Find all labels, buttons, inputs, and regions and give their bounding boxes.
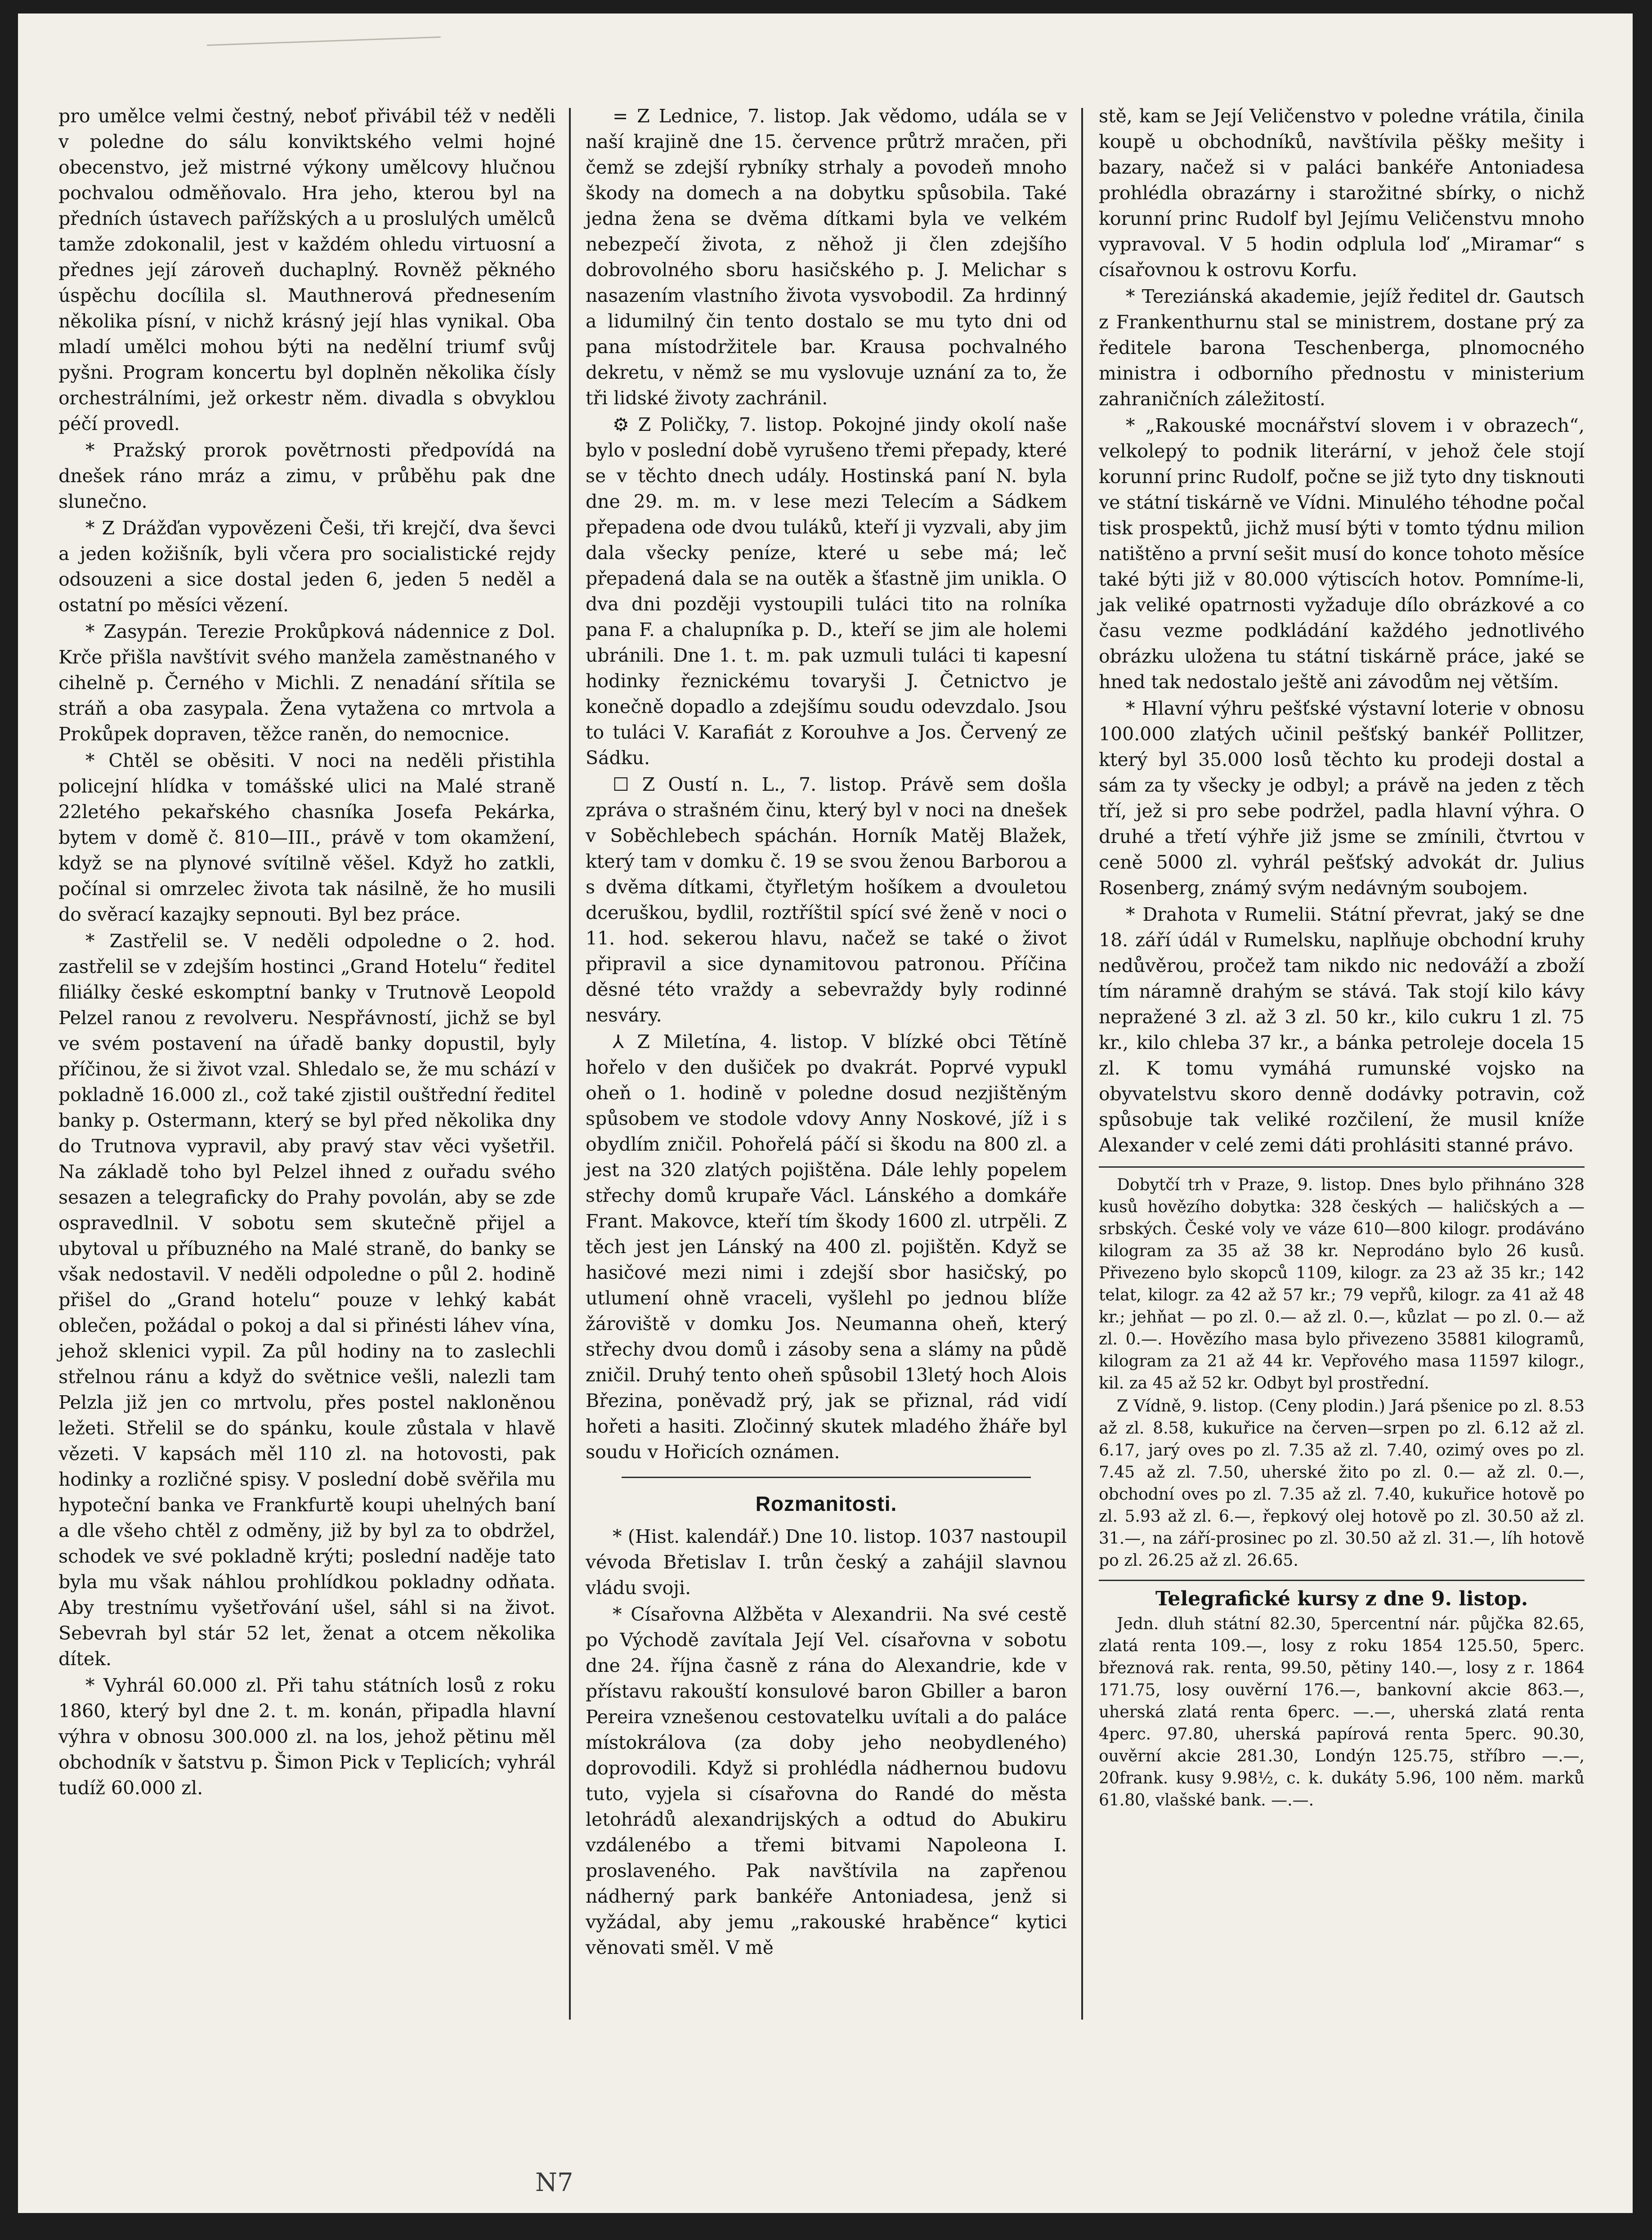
news-item: * Hlavní výhru pešťské výstavní loterie v obnosu 100.000 zlatých učinil pešťský bankéř Pollitzer, který byl 35.000 losů těchto ku prodeji dostal a sám za ty všecky je odbyl; a právě na jeden z těch tří, jež si pro sebe podržel, padla hlavní výhra. O druhé a třetí výhře již jsme se zmínili, čtvrtou v ceně 5000 zl. vyhrál pešťský advokát dr. Julius Rosenberg, známý svým nedávným soubojem. (1099, 698, 1585, 899)
news-item: * „Rakouské mocnářství slovem i v obrazech“, velkolepý to podnik literární, v jehož čele stojí korunní princ Rudolf, počne se již tyto dny tisknouti ve státní tiskárně ve Vídni. Minulého téhodne počal tisk prospektů, jichž musí býti v tomto týdnu milion natištěno a první sešit musí do konce tohoto měsíce také býti již v 80.000 výtiscích hotov. Pomníme-li, jak veliké opatrnosti vyžaduje dílo obrázkové a co času vezme podkládání každého jednotlivého obrázku uložena tu státní tiskárně práce, jaké se hned tak nedostalo ještě ani závodům nej větším. (1099, 415, 1585, 693)
news-item: * Z Drážďan vypovězeni Češi, tři krejčí, dva ševci a jeden kožišník, byli včera pro socialistické rejdy odsouzeni a sice dostal jeden 6, jeden 5 neděl a ostatní po měsíci vězení. (58, 517, 555, 616)
page-blemish (207, 36, 441, 50)
section-heading-rozmanitosti: Rozmanitosti. (755, 1492, 897, 1515)
miscellany-item: * (Hist. kalendář.) Dne 10. listop. 1037 nastoupil vévoda Břetislav I. trůn český a zahájil slavnou vládu svoji. (586, 1526, 1067, 1599)
regional-news-item: ⅄ Z Miletína, 4. listop. V blízké obci Tětíně hořelo v den dušiček po dvakrát. Poprvé vypukl oheň o 1. hodině v poledne dosud nezjištěným spůsobem ve stodole vdovy Anny Noskové, jíž i s obydlím zničil. Pohořelá páčí si škodu na 800 zl. a jest na 320 zlatých pojištěna. Dále lehly popelem střechy domů krupaře Václ. Lánského a domkáře Frant. Makovce, kteří tím škody 1600 zl. utrpěli. Z těch jest jen Lánský na 400 zl. pojištěn. Když se hasičové mezi nimi i zdejší sbor hasičský, po utlumení ohně vraceli, vyšlehl po jednou blíže žároviště v domku Jos. Neumanna oheň, který střechy dvou domů i zásoby sena a slámy na půdě zničil. Druhý tento oheň spůsobil 13letý hoch Alois Březina, poněvadž prý, jak se přiznal, rád vidí hořeti a hasiti. Zločinný skutek mladého žháře byl soudu v Hořicích oznámen. (586, 1031, 1067, 1463)
cattle-market-report: Dobytčí trh v Praze, 9. listop. Dnes bylo přihnáno 328 kusů hovězího dobytka: 328 českých — haličských a — srbských. České voly ve váze 610—800 kilogr. prodáváno kilogram za 35 až 38 kr. Neprodáno bylo 26 kusů. Přivezeno bylo skopců 1109, kilogr. za 23 až 35 kr.; 142 telat, kilogr. za 42 až 57 kr.; 79 vepřů, kilogr. za 41 až 48 kr.; jehňat — po zl. 0.— až zl. 0.—, kůzlat — po zl. 0.— až zl. 0.—. Hovězího masa bylo přivezeno 35881 kilogramů, kilogram za 21 až 44 kr. Vepřového masa 11597 kilogr., kil. za 45 až 52 kr. Odbyt byl prostřední. (1099, 1176, 1585, 1393)
miscellany-item: * Císařovna Alžběta v Alexandrii. Na své cestě po Východě zavítala Její Vel. císařovna v sobotu dne 24. října časně z rána do Alexandrie, kde v přístavu rakouští konsulové baron Gbiller a baron Pereira vznešenou cestovatelku uvítali a do paláce místokrálova (za doby jeho neobydleného) doprovodili. Když si prohlédla nádhernou budovu tuto, vyjela si císařovna do Randé do města letohrádů alexandrijských a odtud do Abukiru vzdálenébo a třemi bitvami Napoleona I. proslaveného. Pak navštívila na zapřenou nádherný park bankéře Antoniadesa, jenž si vyžádal, aby jemu „rakouské hraběnce“ kytici věnovati směl. V mě (586, 1604, 1067, 1958)
column-middle (586, 103, 1067, 1962)
section-divider (622, 1477, 1031, 1478)
news-item: * Vyhrál 60.000 zl. Při tahu státních losů z roku 1860, který byl dne 2. t. m. konán, připadla hlavní výhra v obnosu 300.000 zl. na los, jehož pětinu měl obchodník v šatstvu p. Šimon Pick v Teplicích; vyhrál tudíž 60.000 zl. (58, 1675, 555, 1799)
column-right (1099, 103, 1585, 1812)
column-rule (1081, 108, 1083, 2020)
news-item: * Tereziánská akademie, jejíž ředitel dr. Gautsch z Frankenthurnu stal se ministrem, dostane prý za ředitele barona Teschenberga, plnomocného ministra i odborního přednostu v ministerium zahraničních záležitostí. (1099, 286, 1585, 410)
article-text: pro umělce velmi čestný, neboť přivábil též v neděli v poledne do sálu konviktského velmi hojné obecenstvo, jež mistrné výkony umělcovy hlučnou pochvalou odměňovalo. Hra jeho, kterou byl na předních ústavech pařížských a u proslulých umělců tamže zdokonalil, jest v každém ohledu virtuosní a přednes její zároveň duchaplný. Rovněž pěkného úspěchu docílila sl. Mauthnerová přednesením několika písní, v nichž krásný její hlas vynikal. Oba mladí umělci mohou býti na nedělní triumf svůj pyšni. Program koncertu byl doplněn několika čísly orchestrálními, jež orkestr něm. divadla s obvyklou péčí provedl. (58, 105, 555, 435)
regional-news-item: ⚙ Z Poličky, 7. listop. Pokojné jindy okolí naše bylo v poslední době vyrušeno třemi přepady, které se v těchto dnech udály. Hostinská paní N. byla dne 29. m. m. v lese mezi Telecím a Sádkem přepadena ode dvou tuláků, kteří ji vyzvali, aby jim dala všecky peníze, které u sebe má; leč přepadená dala se na outěk a šťastně jim unikla. O dva dni později vystoupili tuláci tito na rolníka pana F. a chalupníka p. D., kteří se jim ale holemi ubránili. Dne 1. t. m. pak uzmuli tuláci ti kapesní hodinky řeznickému tovaryši J. Četnictvo je konečně dopadlo a zdejšímu soudu odevzdalo. Jsou to tuláci V. Karafiát z Korouhve a Jos. Červený ze Sádku. (586, 414, 1067, 769)
regional-news-item: = Z Lednice, 7. listop. Jak vědomo, udála se v naší krajině dne 15. července průtrž mračen, při čemž se zdejší rybníky strhaly a povodeň mnoho škody na domech a na dobytku spůsobila. Také jedna žena se dvěma dítkami byla ve velkém nebezpečí života, z něhož ji člen zdejšího dobrovolného sboru hasičského p. J. Melichar s nasazením vlastního života vysvobodil. Za hrdinný a lidumilný čin tento dostalo se mu tyto dni od pana místodržitele bar. Krausa pochvalného dekretu, v němž se mu vyslovuje uznání za to, že tři lidské životy zachránil. (586, 105, 1067, 409)
newspaper-page (18, 13, 1633, 2213)
grain-prices-report: Z Vídně, 9. listop. (Ceny plodin.) Jará pšenice po zl. 8.53 až zl. 8.58, kukuřice na červen—srpen po zl. 6.12 až zl. 6.17, jarý oves po zl. 7.35 až zl. 7.40, ozimý oves po zl. 7.45 až zl. 7.50, uherské žito po zl. 0.— až zl. 0.—, obchodní oves po zl. 7.35 až zl. 7.40, kukuřice hotově po zl. 5.93 až zl. 6.—, řepkový olej hotově po zl. 30.50 až zl. 31.—, na září-prosinec po zl. 30.50 až zl. 31.—, líh hotově po zl. 26.25 až zl. 26.65. (1099, 1397, 1585, 1570)
section-divider (1099, 1166, 1585, 1168)
news-item: * Chtěl se oběsiti. V noci na neděli přistihla policejní hlídka v tomášské ulici na Malé straně 22letého pekařského chasníka Josefa Pekárka, bytem v domě č. 810—III., právě v tom okamžení, když se na plynové svítilně věšel. Když ho zatkli, počínal si omrzelec života tak násilně, že ho musili do svěrací kazajky sepnouti. Byl bez práce. (58, 750, 555, 925)
exchange-rates-text: Jedn. dluh státní 82.30, 5percentní nár. půjčka 82.65, zlatá renta 109.—, losy z roku 1854 125.50, 5perc. březnová rak. renta, 99.50, pětiny 140.—, losy z r. 1864 171.75, losy ouvěrní 176.—, bankovní akcie 863.—, uherská zlatá renta 6perc. —.—, uherská zlatá renta 4perc. 97.80, uherská papírová renta 5perc. 90.30, ouvěrní akcie 281.30, Londýn 125.75, stříbro —.—, 20frank. kusy 9.98½, c. k. dukáty 5.96, 100 něm. marků 61.80, vlašské bank. —.—. (1099, 1615, 1585, 1810)
market-report (1099, 1174, 1585, 1572)
exchange-rates-heading: Telegrafické kursy z dne 9. listop. (1155, 1587, 1528, 1610)
section-divider (1099, 1580, 1585, 1581)
news-item: * Zastřelil se. V neděli odpoledne o 2. hod. zastřelil se v zdejším hostinci „Grand Hotelu“ ředitel filiálky české eskomptní banky v Trutnově Leopold Pelzel ranou z revolveru. Nespřávností, jichž se byl ve svém postavení na úřadě banky dopustil, byly příčinou, že si život vzal. Shledalo se, že mu schází v pokladně 16.000 zl., což také zjistil ouštřední ředitel banky p. Ostermann, který se byl před několika dny do Trutnova vypravil, aby pravý stav věci vyšetřil. Na základě toho byl Pelzel ihned z ouřadu svého sesazen a telegraficky do Prahy povolán, aby se zde ospravedlnil. V sobotu sem skutečně přijel a ubytoval u příbuzného na Malé straně, do banky se však nedostavil. V neděli odpoledne o půl 2. hodině přišel do „Grand hotelu“ pouze v lehký kabát oblečen, požádal o pokoj a dal si přinésti láhev vína, jehož sklenici vypil. Za půl hodiny na to zaslechli střelnou ránu a když do světnice vešli, nalezli tam Pelzla již jen co mrtvolu, přes postel nakloněnou ležeti. Střelil se do spánku, koule zůstala v hlavě vězeti. V kapsách měl 110 zl. na hotovosti, pak hodinky a rozličné spisy. V poslední době svěřila mu hypoteční banka ve Frankfurtě koupi uhelných baní a dle všeho chtěl z odměny, již by byl za to obdržel, schodek ve své pokladně krýti; poslední naděje tato byla mu však náhlou prohlídkou pokladny odňata. Aby trestnímu vyšetřování ušel, sáhl si na život. Sebevrah byl stár 52 let, ženat a otcem několika dítek. (58, 930, 555, 1670)
regional-news-item: ☐ Z Oustí n. L., 7. listop. Právě sem došla zpráva o strašném činu, který byl v noci na dnešek v Soběchlebech spáchán. Horník Matěj Blažek, který tam v domku č. 19 se svou ženou Barborou a s dvěma dítkami, čtyřletým hošíkem a dvouletou dceruškou, bydlil, roztříštil spící své ženě v noci o 11. hod. sekerou hlavu, načež se také o život připravil a sice dynamitovou patronou. Příčina děsné této vraždy a sebevraždy byly rodinné nesváry. (586, 774, 1067, 1026)
page-folio-mark: N7 (535, 2168, 573, 2197)
news-item: * Zasypán. Terezie Prokůpková nádennice z Dol. Krče přišla navštívit svého manžela zaměstnaného v cihelně p. Černého v Michli. Z nenadání sřítila se stráň a oba zasypala. Žena vytažena co mrtvola a Prokůpek dopraven, těžce raněn, do nemocnice. (58, 621, 555, 745)
news-item: * Drahota v Rumelii. Státní převrat, jaký se dne 18. září údál v Rumelsku, naplňuje obchodní kruhy nedůvěrou, pročež tam nikdo nic nedováží a zboží tím náramně drahým se stává. Tak stojí kilo kávy nepražené 3 zl. až 3 zl. 50 kr., kilo cukru 1 zl. 75 kr., kilo chleba 37 kr., a bánka petroleje docela 15 zl. K tomu vymáhá rumunské vojsko na obyvatelstvu skoro denně dodávky potravin, což spůsobuje tak veliké rozčilení, že musil kníže Alexander v celé zemi dáti prohlásiti stanné právo. (1099, 904, 1585, 1156)
article-continuation: stě, kam se Její Veličenstvo v poledne vrátila, činila koupě u obchodníků, navštívila pěšky mešity i bazary, načež si v paláci bankéře Antoniadesa prohlédla obrazárny i starožitné sbírky, o nichž korunní princ Rudolf byl Jejímu Veličenstvu mnoho vypravoval. V 5 hodin odplula loď „Miramar“ s císařovnou k ostrovu Korfu. (1099, 105, 1585, 281)
exchange-rates (1099, 1613, 1585, 1811)
news-item: * Pražský prorok povětrnosti předpovídá na dnešek ráno mráz a zimu, v průběhu pak dne slunečno. (58, 439, 555, 512)
column-left (58, 103, 555, 1802)
column-rule (569, 108, 571, 2020)
